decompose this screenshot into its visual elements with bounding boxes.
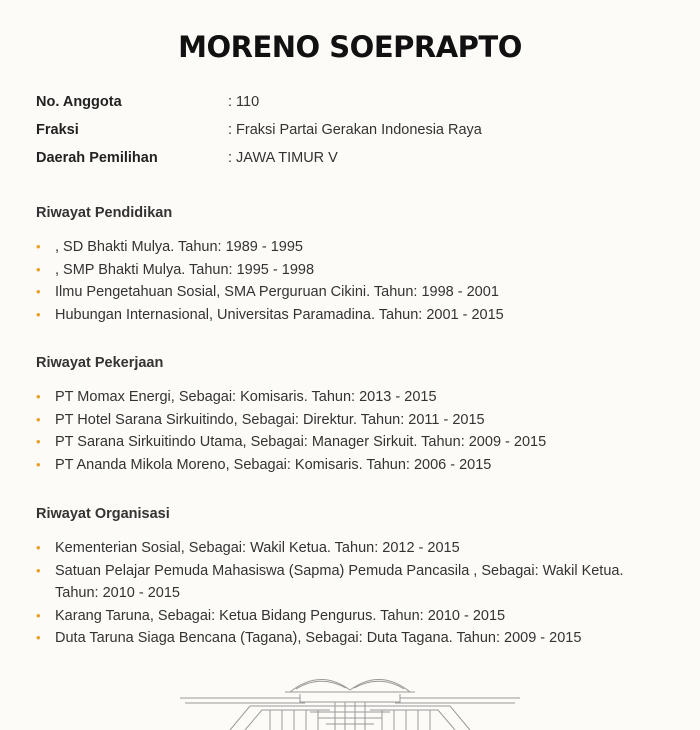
section-heading-organisasi: Riwayat Organisasi [36,506,170,522]
list-item [36,454,666,477]
list-item-text: , SD Bhakti Mulya. Tahun: 1989 - 1995 [55,239,303,255]
info-label: No. Anggota [36,94,122,110]
info-row-fraksi [36,116,676,144]
list-item-text: , SMP Bhakti Mulya. Tahun: 1995 - 1998 [55,261,315,278]
list-item-text: Kementerian Sosial, Sebagai: Wakil Ketua. Tahun: 2012 - 2015 [55,540,460,556]
list-item [36,409,666,432]
list-item-text: Ilmu Pengetahuan Sosial, SMA Perguruan Cikini. Tahun: 1998 - 2001 [55,284,499,300]
bullet-icon: • [36,562,41,578]
list-item [36,304,666,327]
bullet-icon: • [36,306,41,322]
bullet-icon: • [36,411,41,427]
list-item-text: Hubungan Internasional, Universitas Paramadina. Tahun: 2001 - 2015 [55,306,504,323]
section-heading-pendidikan: Riwayat Pendidikan [36,205,173,221]
info-row-anggota [36,88,676,116]
list-item [36,281,666,304]
list-item [36,560,666,605]
bullet-icon: • [36,434,41,449]
list-item-text: PT Momax Energi, Sebagai: Komisaris. Tahun: 2013 - 2015 [55,389,437,405]
info-row-dapil [36,144,676,172]
section-heading-pekerjaan: Riwayat Pekerjaan [36,355,164,371]
list-item [36,605,666,628]
list-item-text: PT Hotel Sarana Sirkuitindo, Sebagai: Direktur. Tahun: 2011 - 2015 [55,411,485,428]
bullet-icon: • [36,389,41,404]
info-label: Fraksi [36,122,79,138]
parliament-building-illustration [0,662,700,730]
bullet-icon: • [36,630,41,645]
list-item [36,627,666,650]
list-item-text: Satuan Pelajar Pemuda Mahasiswa (Sapma) Pemuda Pancasila , Sebagai: Wakil Ketua. Tahun: 2010 - 2015 [55,562,624,601]
member-info [36,88,676,172]
info-value: : JAWA TIMUR V [228,150,338,166]
bullet-icon: • [36,456,41,472]
pekerjaan-list [36,386,666,476]
list-item [36,236,666,259]
bullet-icon: • [36,540,41,555]
list-item-text: Karang Taruna, Sebagai: Ketua Bidang Pengurus. Tahun: 2010 - 2015 [55,607,506,624]
list-item [36,259,666,282]
organisasi-list [36,537,666,650]
info-label: Daerah Pemilihan [36,150,158,166]
pendidikan-list [36,236,666,326]
info-value: : 110 [228,94,260,110]
bullet-icon: • [36,239,41,254]
page-title: MORENO SOEPRAPTO [178,30,522,64]
list-item-text: PT Sarana Sirkuitindo Utama, Sebagai: Manager Sirkuit. Tahun: 2009 - 2015 [55,434,547,450]
list-item [36,386,666,409]
bullet-icon: • [36,284,41,299]
list-item [36,537,666,560]
list-item-text: Duta Taruna Siaga Bencana (Tagana), Sebagai: Duta Tagana. Tahun: 2009 - 2015 [55,630,582,646]
list-item-text: PT Ananda Mikola Moreno, Sebagai: Komisaris. Tahun: 2006 - 2015 [55,456,492,473]
list-item [36,431,666,454]
bullet-icon: • [36,261,41,277]
info-value: : Fraksi Partai Gerakan Indonesia Raya [228,122,482,138]
bullet-icon: • [36,607,41,623]
